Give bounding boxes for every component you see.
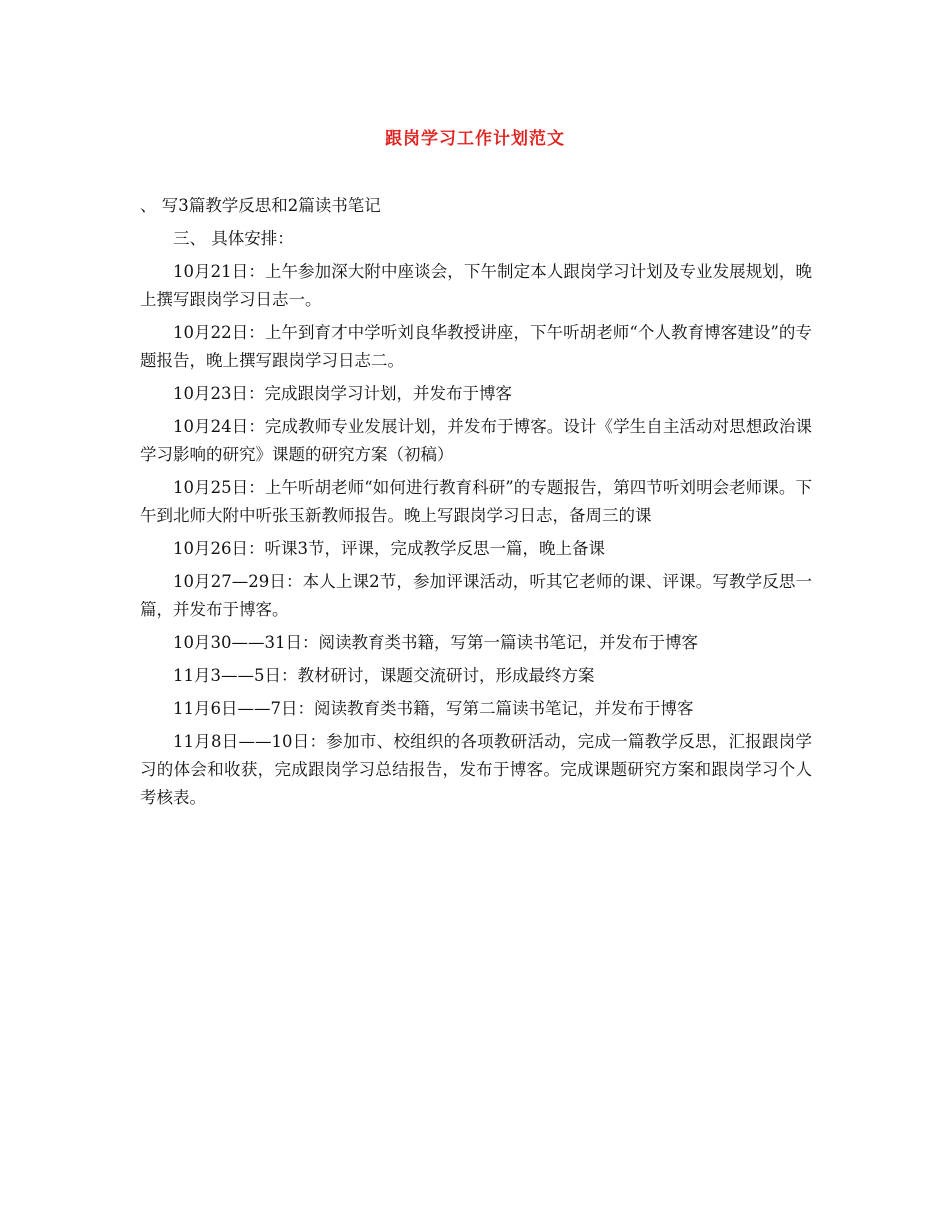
paragraph: 、 写3篇教学反思和2篇读书笔记 — [140, 196, 381, 215]
section-heading: 三、 具体安排： — [173, 229, 294, 248]
paragraph: 10月24日：完成教师专业发展计划，并发布于博客。设计《学生自主活动对思想政治课学习影响的研究》课题的研究方案（初稿） — [140, 417, 812, 464]
paragraph: 10月27—29日：本人上课2节，参加评课活动，听其它老师的课、评课。写教学反思一篇，并发布于博客。 — [140, 572, 812, 619]
document-body — [140, 192, 812, 817]
paragraph: 11月3——5日：教材研讨，课题交流研讨，形成最终方案 — [173, 666, 595, 685]
paragraph: 10月25日：上午听胡老师“如何进行教育科研”的专题报告，第四节听刘明会老师课。下午到北师大附中听张玉新教师报告。晚上写跟岗学习日志，备周三的课 — [140, 478, 812, 525]
document-title: 跟岗学习工作计划范文 — [385, 129, 565, 149]
paragraph: 10月26日：听课3节，评课，完成教学反思一篇，晚上备课 — [173, 539, 605, 558]
paragraph: 10月30——31日：阅读教育类书籍，写第一篇读书笔记，并发布于博客 — [173, 633, 698, 652]
paragraph: 11月8日——10日：参加市、校组织的各项教研活动，完成一篇教学反思，汇报跟岗学习的体会和收获，完成跟岗学习总结报告，发布于博客。完成课题研究方案和跟岗学习个人考核表。 — [140, 732, 812, 807]
paragraph: 10月22日：上午到育才中学听刘良华教授讲座，下午听胡老师“个人教育博客建设”的专题报告，晚上撰写跟岗学习日志二。 — [140, 323, 812, 370]
paragraph: 11月6日——7日：阅读教育类书籍，写第二篇读书笔记，并发布于博客 — [173, 699, 694, 718]
paragraph: 10月23日：完成跟岗学习计划，并发布于博客 — [173, 384, 512, 403]
paragraph: 10月21日：上午参加深大附中座谈会，下午制定本人跟岗学习计划及专业发展规划，晚上撰写跟岗学习日志一。 — [140, 262, 812, 309]
